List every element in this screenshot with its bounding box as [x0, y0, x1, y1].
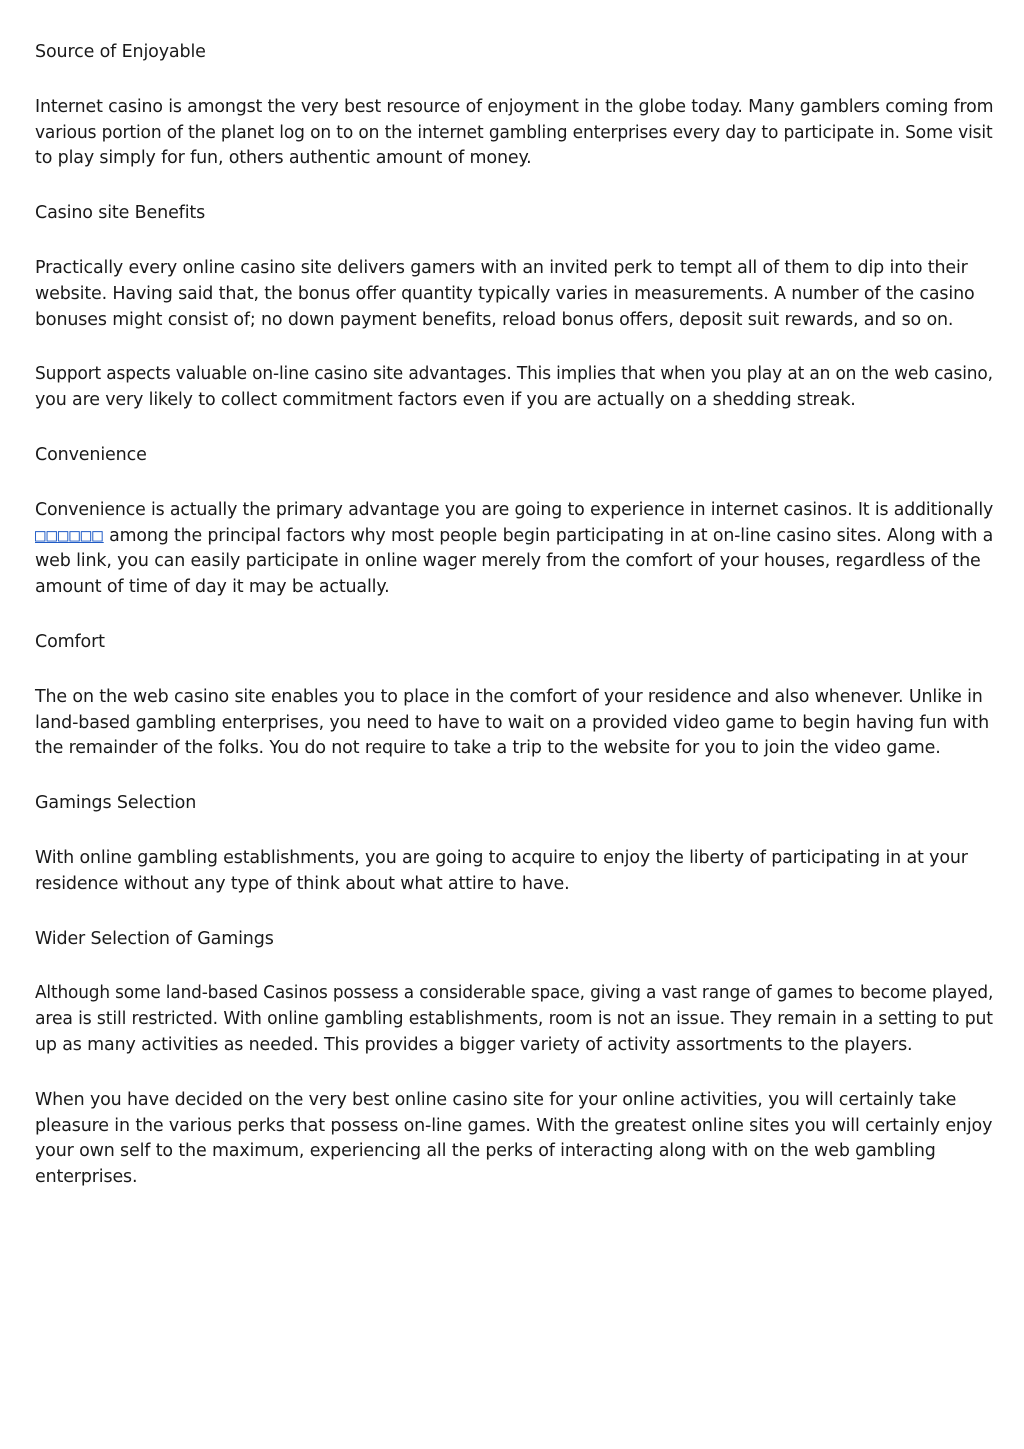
paragraph-conclusion	[35, 1088, 995, 1191]
paragraph-comfort	[35, 685, 995, 762]
paragraph-line: pleasure in the various perks that possess on-line games. With the greatest online sites you will certainly enjoy	[35, 1115, 993, 1136]
paragraph-line: Practically every online casino site delivers gamers with an invited perk to tempt all of them to dip into their	[35, 257, 968, 278]
paragraph-line: you are very likely to collect commitment factors even if you are actually on a shedding streak.	[35, 390, 856, 411]
paragraph-line: Internet casino is amongst the very best resource of enjoyment in the globe today. Many gamblers coming from	[35, 96, 994, 117]
paragraph-line: your own self to the maximum, experiencing all the perks of interacting along with on the web gambling	[35, 1141, 936, 1162]
paragraph-wider-selection	[35, 981, 995, 1058]
section-heading-wider-selection: Wider Selection of Gamings	[35, 928, 274, 949]
document-body	[35, 40, 995, 1191]
paragraph-line: Support aspects valuable on-line casino site advantages. This implies that when you play at an on the web casino,	[35, 364, 993, 385]
paragraph-line: various portion of the planet log on to on the internet gambling enterprises every day to participate in. Some visit	[35, 122, 993, 143]
paragraph-line: residence without any type of think about what attire to have.	[35, 873, 570, 894]
inline-link[interactable]: □□□□□□	[35, 525, 104, 546]
paragraph-line: With online gambling establishments, you are going to acquire to enjoy the liberty of participating in at your	[35, 847, 968, 868]
paragraph-benefits	[35, 256, 995, 333]
paragraph-line: Although some land-based Casinos possess a considerable space, giving a vast range of games to become played,	[35, 983, 994, 1004]
paragraph-line: website. Having said that, the bonus offer quantity typically varies in measurements. A number of the casino	[35, 283, 975, 304]
paragraph-intro	[35, 95, 995, 172]
paragraph-line: web link, you can easily participate in online wager merely from the comfort of your houses, regardless of the	[35, 551, 981, 572]
paragraph-line: Convenience is actually the primary advantage you are going to experience in internet casinos. It is additionally	[35, 499, 994, 520]
paragraph-line-with-link	[35, 524, 994, 550]
paragraph-line: The on the web casino site enables you to place in the comfort of your residence and also whenever. Unlike in	[35, 686, 983, 707]
paragraph-line: When you have decided on the very best online casino site for your online activities, you will certainly take	[35, 1089, 957, 1110]
paragraph-convenience	[35, 498, 995, 601]
paragraph-line: enterprises.	[35, 1167, 138, 1188]
section-heading-gamings-selection: Gamings Selection	[35, 793, 197, 814]
paragraph-line: area is still restricted. With online gambling establishments, room is not an issue. They remain in a setting to put	[35, 1009, 993, 1030]
paragraph-line: up as many activities as needed. This provides a bigger variety of activity assortments to the players.	[35, 1034, 913, 1055]
section-heading-convenience: Convenience	[35, 444, 147, 465]
paragraph-line: land-based gambling enterprises, you need to have to wait on a provided video game to begin having fun with	[35, 712, 990, 733]
section-heading-source-of-enjoyable: Source of Enjoyable	[35, 42, 206, 62]
paragraph-line-rest: among the principal factors why most people begin participating in at on-line casino sites. Along with a	[103, 525, 994, 546]
section-heading-casino-site-benefits: Casino site Benefits	[35, 203, 206, 224]
paragraph-line: amount of time of day it may be actually.	[35, 577, 390, 598]
paragraph-line: the remainder of the folks. You do not require to take a trip to the website for you to join the video game.	[35, 738, 941, 759]
section-heading-comfort: Comfort	[35, 631, 105, 652]
paragraph-line: to play simply for fun, others authentic amount of money.	[35, 148, 532, 169]
paragraph-line: bonuses might consist of; no down payment benefits, reload bonus offers, deposit suit rewards, and so on.	[35, 309, 954, 330]
paragraph-gamings-selection	[35, 846, 995, 898]
paragraph-support	[35, 362, 995, 414]
